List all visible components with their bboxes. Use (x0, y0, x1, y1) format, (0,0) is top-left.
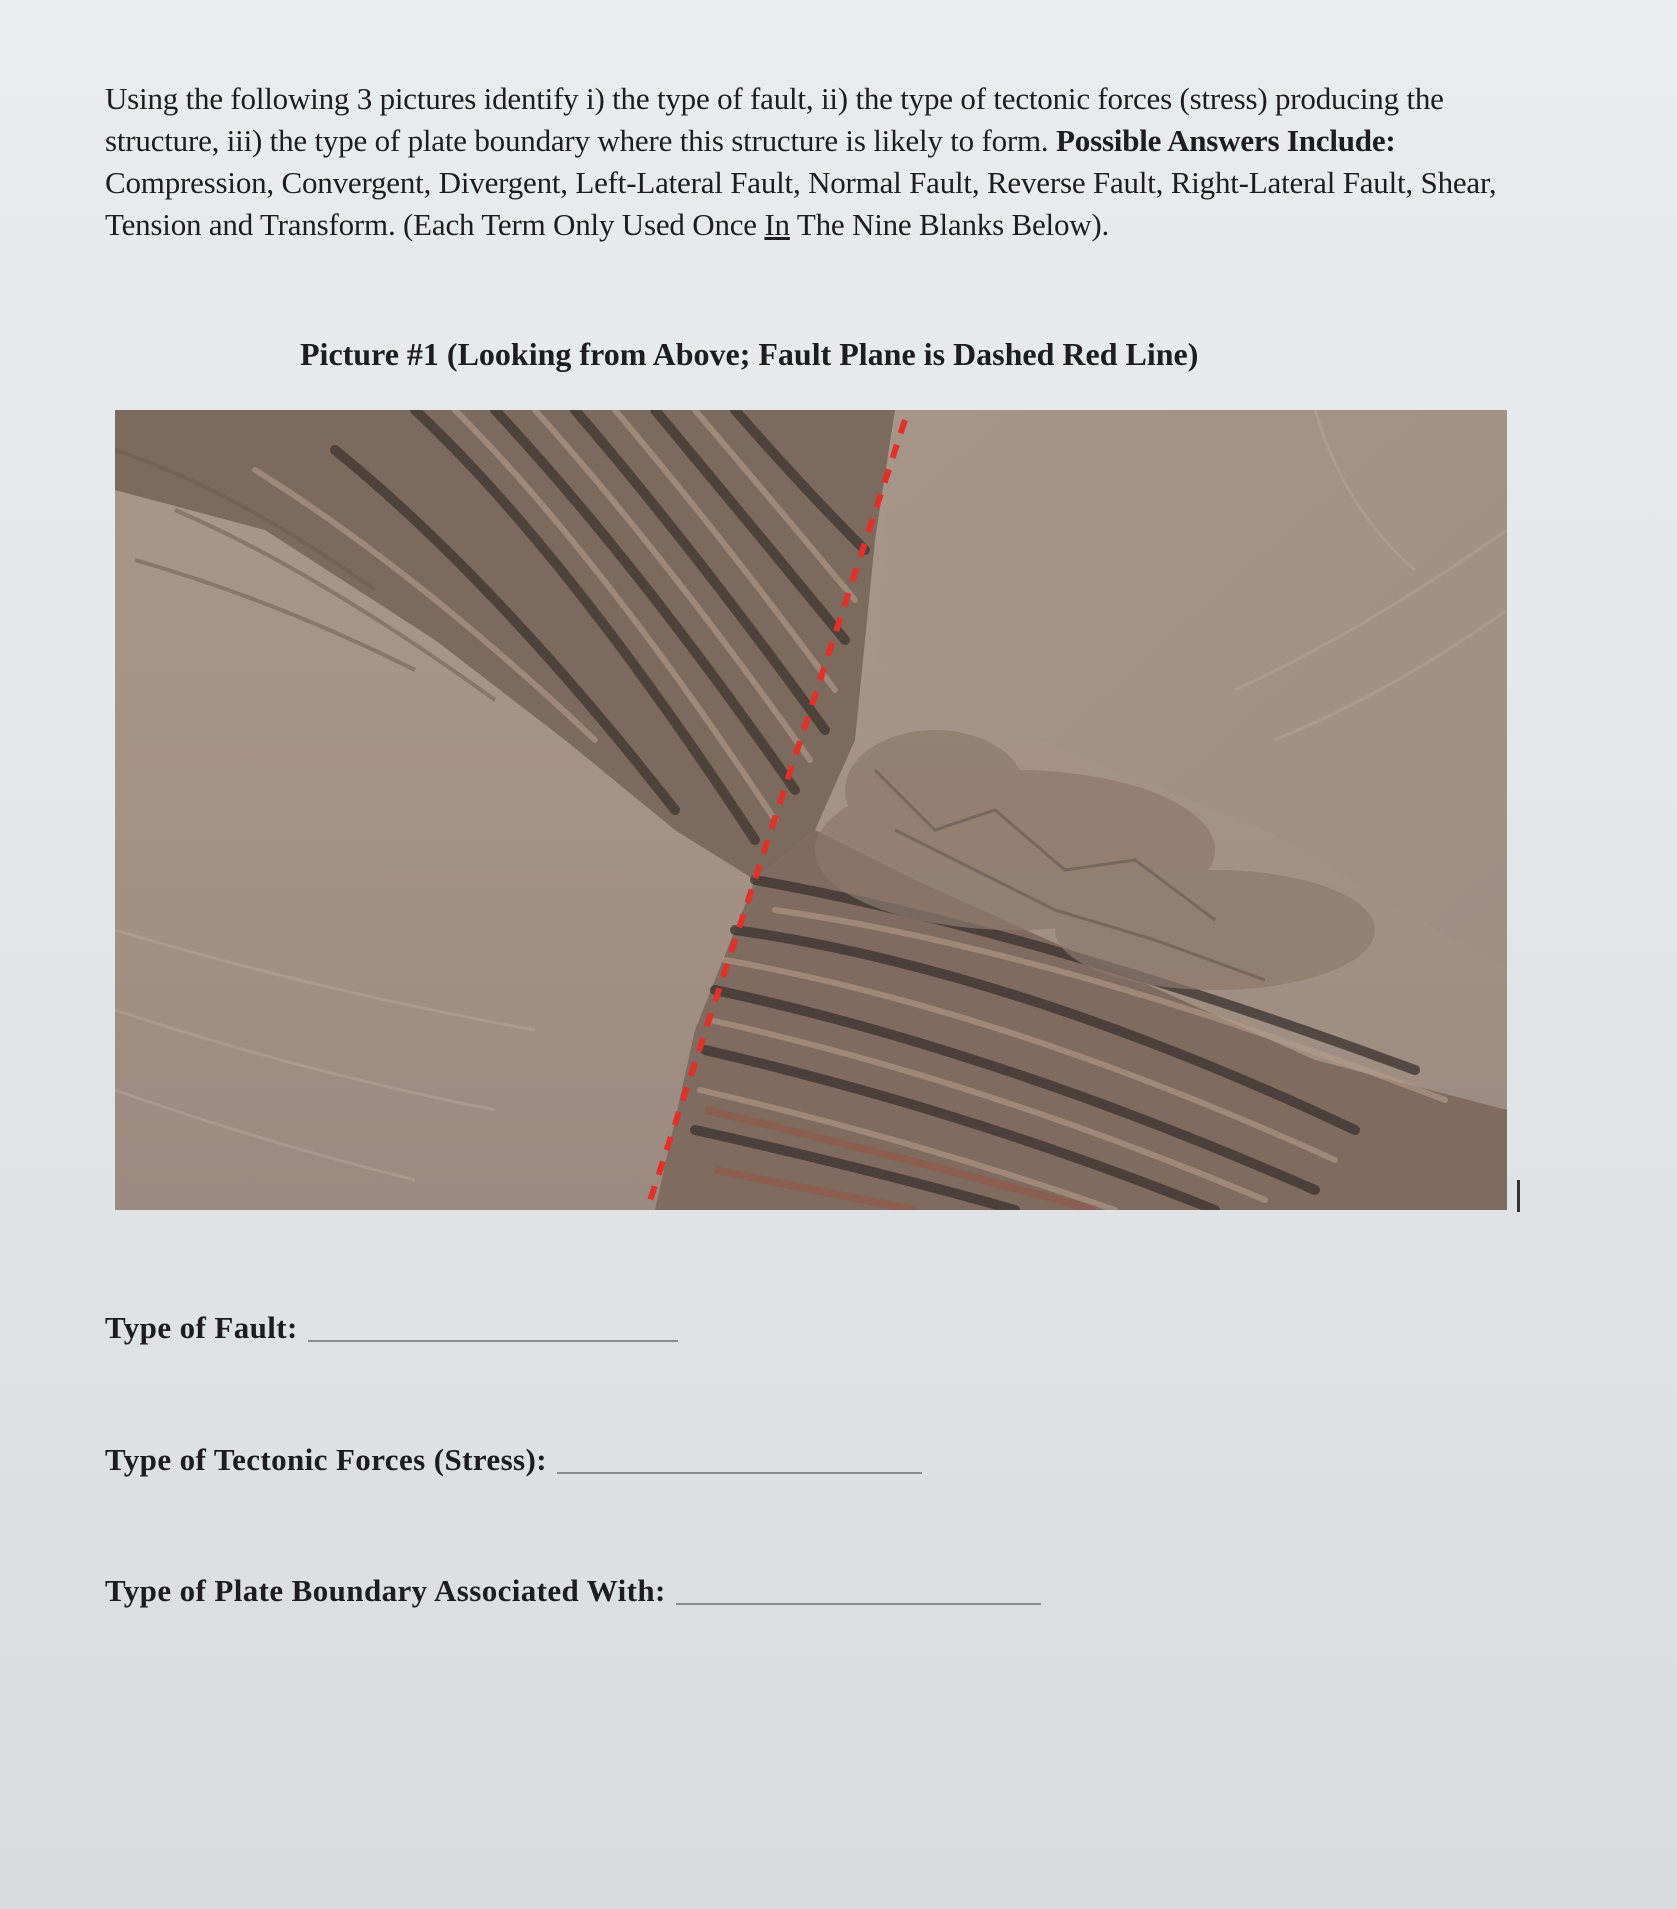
question-label: Type of Plate Boundary Associated With: (105, 1573, 666, 1608)
instructions-text-2: Compression, Convergent, Divergent, Left-Lateral Fault, Normal Fault, Reverse Fault, Right-Lateral Fault, Shear, Tension and Transform. (Each Term Only Used Once (105, 165, 1497, 242)
question-label: Type of Tectonic Forces (Stress): (105, 1442, 547, 1477)
question-plate-boundary (105, 1573, 1041, 1609)
question-tectonic-forces (105, 1442, 922, 1478)
fault-aerial-photo (115, 410, 1507, 1210)
photo-edge-mark (1517, 1180, 1520, 1212)
answer-blank-fault[interactable] (308, 1340, 678, 1342)
instructions-text-3: The Nine Blanks Below). (796, 207, 1110, 242)
picture-title: Picture #1 (Looking from Above; Fault Plane is Dashed Red Line) (300, 336, 1199, 372)
question-label: Type of Fault: (105, 1310, 298, 1345)
answer-blank-boundary[interactable] (676, 1603, 1041, 1605)
instructions-bold-label: Possible Answers Include: (1056, 123, 1396, 158)
answer-blank-stress[interactable] (557, 1472, 922, 1474)
instructions-underlined-word: In (764, 207, 790, 242)
instructions-text-1: Using the following 3 pictures identify i) the type of fault, ii) the type of tectonic forces (stress) producing the structure, iii) the type of plate boundary where this structure is likely to form. (105, 81, 1444, 158)
instructions-paragraph (105, 78, 1525, 246)
question-type-of-fault (105, 1310, 678, 1346)
